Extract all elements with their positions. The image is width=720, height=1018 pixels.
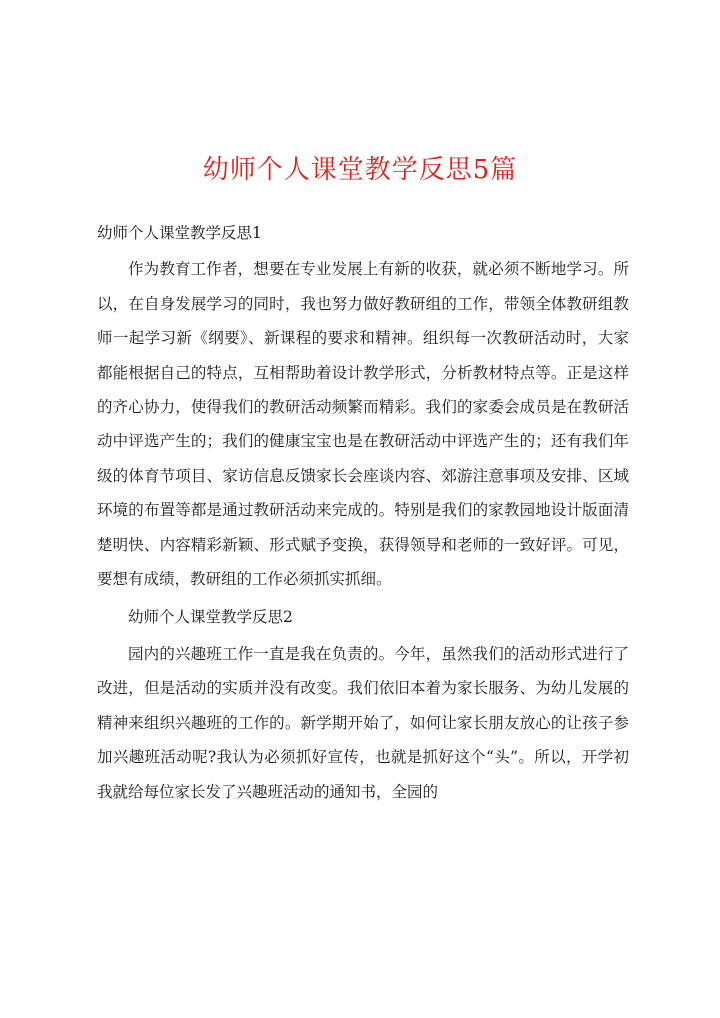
section-heading-2: 幼师个人课堂教学反思2 <box>128 608 293 627</box>
document-body <box>97 216 629 809</box>
section-body-2: 园内的兴趣班工作一直是我在负责的。今年，虽然我们的活动形式进行了改进，但是活动的实质并没有改变。我们依旧本着为家长服务、为幼儿发展的精神来组织兴趣班的工作的。新学期开始了，如何让家长朋友放心的让孩子参加兴趣班活动呢?我认为必须抓好宣传，也就是抓好这个“头”。所以，开学初我就给每位家长发了兴趣班活动的通知书，全园的 <box>97 644 629 801</box>
section-heading-1: 幼师个人课堂教学反思1 <box>97 224 262 242</box>
section-body-1: 作为教育工作者，想要在专业发展上有新的收获，就必须不断地学习。所以，在自身发展学习的同时，我也努力做好教研组的工作，带领全体教研组教师一起学习新《纲要》、新课程的要求和精神。组织每一次教研活动时，大家都能根据自己的特点，互相帮助着设计教学形式，分析教材特点等。正是这样的齐心协力，使得我们的教研活动频繁而精彩。我们的家委会成员是在教研活动中评选产生的；我们的健康宝宝也是在教研活动中评选产生的；还有我们年级的体育节项目、家访信息反馈家长会座谈内容、郊游注意事项及安排、区域环境的布置等都是通过教研活动来完成的。特别是我们的家教园地设计版面清楚明快、内容精彩新颖、形式赋予变换，获得领导和老师的一致好评。可见，要想有成绩，教研组的工作必须抓实抓细。 <box>97 260 629 589</box>
document-title: 幼师个人课堂教学反思5篇 <box>202 155 518 185</box>
